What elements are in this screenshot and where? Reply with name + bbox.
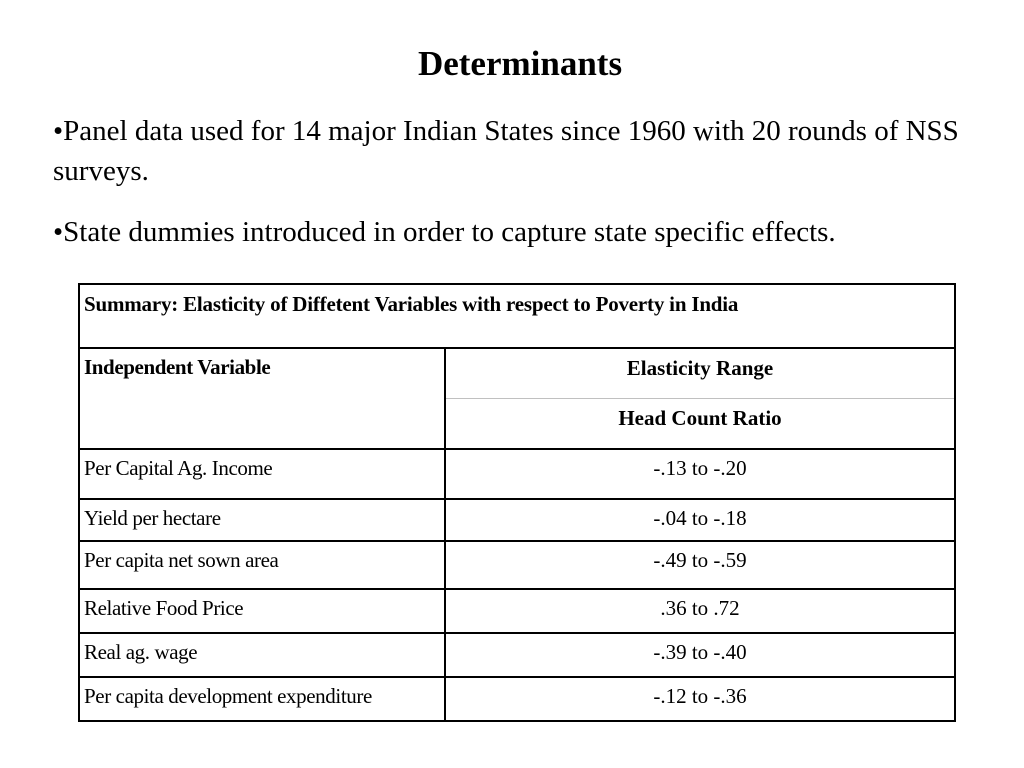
table-row: [79, 677, 955, 721]
elasticity-value-cell: .36 to .72: [445, 589, 955, 633]
elasticity-value-cell: -.13 to -.20: [445, 449, 955, 499]
variable-cell: Real ag. wage: [79, 633, 445, 677]
header-head-count-ratio: Head Count Ratio: [445, 399, 955, 450]
elasticity-value-cell: -.12 to -.36: [445, 677, 955, 721]
table-row: [79, 541, 955, 589]
table-row: [79, 589, 955, 633]
elasticity-value-cell: -.49 to -.59: [445, 541, 955, 589]
header-elasticity-range: Elasticity Range: [445, 348, 955, 399]
variable-cell: Per capita development expenditure: [79, 677, 445, 721]
elasticity-value-cell: -.04 to -.18: [445, 499, 955, 541]
variable-cell: Per capita net sown area: [79, 541, 445, 589]
header-independent-variable: Independent Variable: [79, 348, 445, 449]
table-caption: Summary: Elasticity of Diffetent Variables with respect to Poverty in India: [79, 284, 955, 348]
bullet-state-dummies: •State dummies introduced in order to capture state specific effects.: [53, 216, 836, 248]
elasticity-value-cell: -.39 to -.40: [445, 633, 955, 677]
variable-cell: Relative Food Price: [79, 589, 445, 633]
elasticity-summary-table: [78, 283, 956, 722]
variable-cell: Yield per hectare: [79, 499, 445, 541]
variable-cell: Per Capital Ag. Income: [79, 449, 445, 499]
table-row: [79, 499, 955, 541]
table-row: [79, 633, 955, 677]
slide-title: Determinants: [417, 44, 623, 83]
bullet-panel-data: •Panel data used for 14 major Indian States since 1960 with 20 rounds of NSS surveys.: [53, 115, 959, 187]
table-row: [79, 449, 955, 499]
